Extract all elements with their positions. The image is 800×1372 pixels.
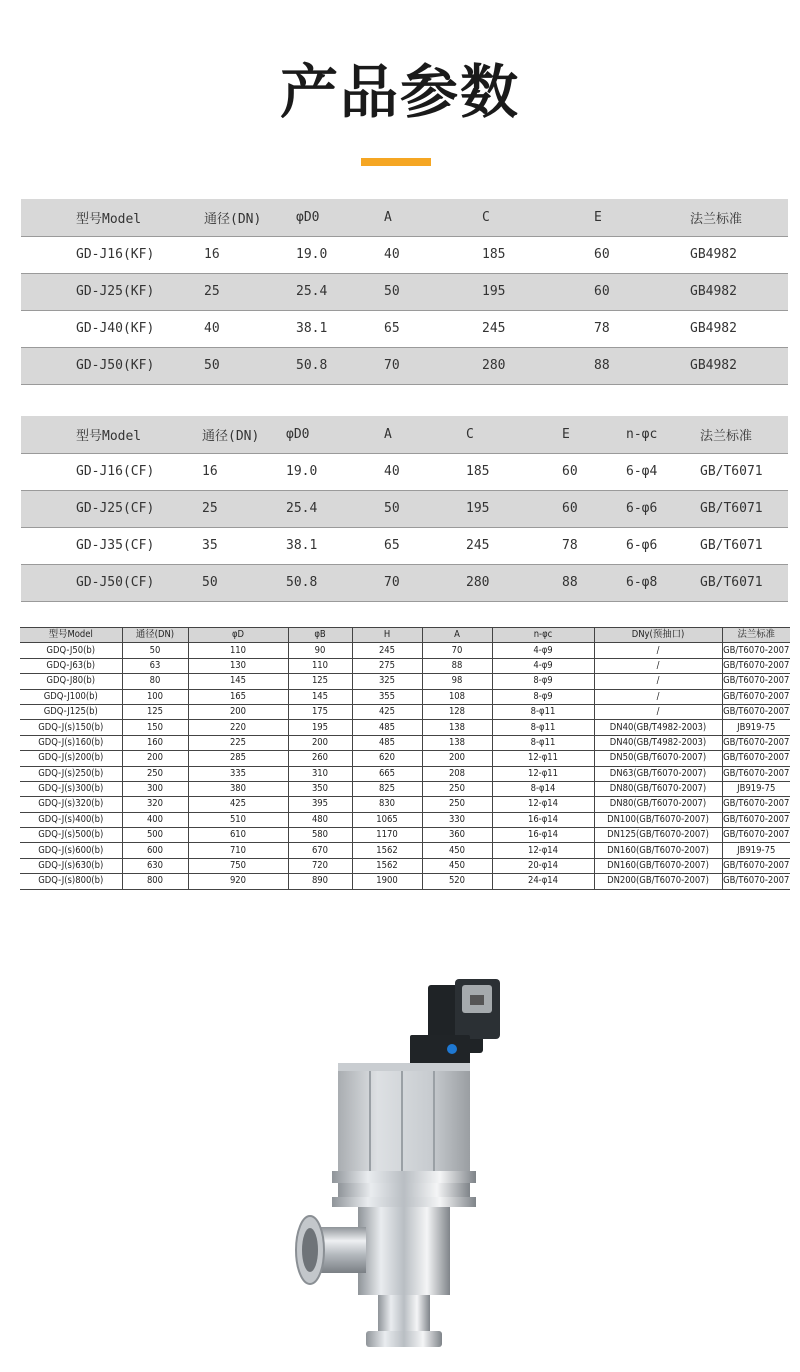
table-cell: 70 — [422, 643, 492, 658]
table-cell: 245 — [466, 538, 490, 553]
table-cell: 100 — [122, 689, 188, 704]
table-header-cell: 法兰标准 — [682, 199, 788, 236]
table-row — [20, 735, 790, 750]
table-cell: 8-φ11 — [492, 735, 594, 750]
table-header-cell: 法兰标准 — [690, 416, 788, 453]
table-header-cell: 通径(DN) — [122, 628, 188, 643]
table-cell: GB/T6070-2007 — [722, 689, 790, 704]
table-cell: 110 — [288, 658, 352, 673]
table-cell: 4-φ9 — [492, 643, 594, 658]
table-header-cell: φD0 — [280, 199, 384, 236]
bottom-kf-flange — [366, 1331, 442, 1347]
table-cell: 160 — [122, 735, 188, 750]
table-cell: 20-φ14 — [492, 858, 594, 873]
table-row — [20, 766, 790, 781]
table-cell: 225 — [188, 735, 288, 750]
table-cell: 138 — [422, 720, 492, 735]
table-cell: GB/T6070-2007 — [722, 828, 790, 843]
table-cell: 90 — [288, 643, 352, 658]
table-row — [20, 828, 790, 843]
table-cell: GDQ-J125(b) — [20, 704, 122, 719]
table-cell: 50.8 — [266, 564, 362, 601]
table-cell: 50 — [176, 347, 280, 384]
table-cell: 330 — [422, 812, 492, 827]
table-row — [20, 781, 790, 796]
table-cell: GDQ-J(s)600(b) — [20, 843, 122, 858]
table-header-cell: n-φc — [492, 628, 594, 643]
table-cell: 400 — [122, 812, 188, 827]
table-cell: 60 — [594, 247, 610, 262]
table-cell: DN100(GB/T6070-2007) — [594, 812, 722, 827]
table-row — [21, 273, 788, 310]
table-cell: 60 — [578, 273, 682, 310]
table-cell: 6-φ6 — [626, 538, 658, 553]
table-header-cell: H — [352, 628, 422, 643]
table-cell: GD-J50(CF) — [21, 564, 176, 601]
table-row — [21, 310, 788, 347]
table-header-cell: n-φc — [614, 416, 690, 453]
table-cell: 88 — [422, 658, 492, 673]
table-cell: 125 — [288, 674, 352, 689]
table-cell: 4-φ9 — [492, 658, 594, 673]
table-cell: 50.8 — [280, 347, 384, 384]
table-cell: 220 — [188, 720, 288, 735]
table-cell: 825 — [352, 781, 422, 796]
table-row — [20, 797, 790, 812]
table-header-cell: 型号Model — [21, 199, 176, 236]
table-cell: 720 — [288, 858, 352, 873]
table-cell: 450 — [422, 843, 492, 858]
table-cell: 280 — [474, 347, 578, 384]
table-cell: 185 — [482, 247, 506, 262]
table-header-cell: φD — [188, 628, 288, 643]
table-header-row — [20, 628, 790, 643]
table-cell: 320 — [122, 797, 188, 812]
table-cell: 150 — [122, 720, 188, 735]
table-cell: 1170 — [352, 828, 422, 843]
table-cell: GB4982 — [682, 347, 788, 384]
table-row — [20, 689, 790, 704]
table-cell: 600 — [122, 843, 188, 858]
table-cell: 520 — [422, 874, 492, 889]
table-cell: DN160(GB/T6070-2007) — [594, 858, 722, 873]
table-cell: 208 — [422, 766, 492, 781]
table-cell: 8-φ9 — [492, 689, 594, 704]
table-row — [20, 858, 790, 873]
table-row — [21, 564, 788, 601]
table-cell: GDQ-J50(b) — [20, 643, 122, 658]
table-cell: GB/T6071 — [690, 490, 788, 527]
table-row — [21, 347, 788, 384]
table-cell: 80 — [122, 674, 188, 689]
table-cell: 250 — [422, 781, 492, 796]
table-cell: 16 — [202, 464, 218, 479]
table-cell: 130 — [188, 658, 288, 673]
table-cell: 710 — [188, 843, 288, 858]
table-cell: 35 — [202, 538, 218, 553]
table-cell: 40 — [384, 247, 400, 262]
table-header-cell: φB — [288, 628, 352, 643]
table-header-cell: 通径(DN) — [176, 416, 266, 453]
table-cell: GB/T6070-2007 — [722, 766, 790, 781]
table-cell: 145 — [288, 689, 352, 704]
table-cell: 128 — [422, 704, 492, 719]
table-cell: 50 — [176, 564, 266, 601]
table-cell: 350 — [288, 781, 352, 796]
table-cell: DN80(GB/T6070-2007) — [594, 797, 722, 812]
table-row — [21, 236, 788, 273]
table-row — [20, 658, 790, 673]
table-cell: 245 — [352, 643, 422, 658]
valve-body — [358, 1207, 450, 1295]
table-cell: DN160(GB/T6070-2007) — [594, 843, 722, 858]
table-cell: 19.0 — [286, 464, 318, 479]
table-cell: 88 — [522, 564, 614, 601]
table-cell: 50 — [384, 273, 474, 310]
table-cell: 300 — [122, 781, 188, 796]
table-cell: GDQ-J(s)160(b) — [20, 735, 122, 750]
table-cell: GD-J16(KF) — [76, 247, 155, 262]
table-header-cell: C — [474, 199, 578, 236]
table-cell: 145 — [188, 674, 288, 689]
table-row — [20, 843, 790, 858]
table-cell: DN125(GB/T6070-2007) — [594, 828, 722, 843]
table-cell: 8-φ11 — [492, 704, 594, 719]
table-cell: 88 — [578, 347, 682, 384]
table-cell: 185 — [466, 464, 490, 479]
table-cell: GDQ-J(s)300(b) — [20, 781, 122, 796]
table-header-cell: φD0 — [266, 416, 362, 453]
table-cell: 25.4 — [280, 273, 384, 310]
table-cell: 125 — [122, 704, 188, 719]
table-header-cell: 通径(DN) — [176, 199, 280, 236]
table-cell: GB/T6071 — [700, 464, 763, 479]
table-cell: 200 — [288, 735, 352, 750]
table-cell: DN50(GB/T6070-2007) — [594, 751, 722, 766]
table-cell: 620 — [352, 751, 422, 766]
table-cell: 500 — [122, 828, 188, 843]
table-cell: GB/T6070-2007 — [722, 858, 790, 873]
pneumatic-cylinder — [338, 1063, 470, 1173]
table-cell: 98 — [422, 674, 492, 689]
table-cell: 12-φ14 — [492, 843, 594, 858]
table-cell: 8-φ9 — [492, 674, 594, 689]
table-cell: GB4982 — [682, 273, 788, 310]
table-cell: 200 — [122, 751, 188, 766]
table-cell: GB/T6070-2007 — [722, 797, 790, 812]
table-header-cell: C — [442, 416, 522, 453]
table-cell: 110 — [188, 643, 288, 658]
table-cell: 800 — [122, 874, 188, 889]
table-cell: GDQ-J(s)400(b) — [20, 812, 122, 827]
table-cell: / — [594, 658, 722, 673]
table-cell: GDQ-J80(b) — [20, 674, 122, 689]
table-header-cell: E — [522, 416, 614, 453]
table-row — [20, 704, 790, 719]
table-header-cell: A — [362, 416, 442, 453]
table-cell: 8-φ14 — [492, 781, 594, 796]
table-cell: 108 — [422, 689, 492, 704]
table-cell: 60 — [522, 490, 614, 527]
table-cell: 450 — [422, 858, 492, 873]
table-cell: 360 — [422, 828, 492, 843]
table-cell: 63 — [122, 658, 188, 673]
table-cell: 19.0 — [296, 247, 328, 262]
table-cell: 670 — [288, 843, 352, 858]
table-cell: 70 — [362, 564, 442, 601]
table-row — [20, 720, 790, 735]
table-cell: 175 — [288, 704, 352, 719]
table-cell: / — [594, 643, 722, 658]
table-row — [20, 643, 790, 658]
table-cell: 78 — [562, 538, 578, 553]
table-cell: 610 — [188, 828, 288, 843]
table-cell: 12-φ11 — [492, 751, 594, 766]
angle-valve-product-image — [280, 965, 520, 1365]
table-cell: 195 — [288, 720, 352, 735]
table-header-cell: A — [384, 199, 474, 236]
table-cell: GD-J40(KF) — [76, 321, 155, 336]
table-cell: GB4982 — [690, 247, 737, 262]
table-cell: 16 — [204, 247, 220, 262]
table-cell: GB/T6070-2007 — [722, 643, 790, 658]
table-row — [21, 453, 788, 490]
table-row — [21, 527, 788, 564]
table-cell: 380 — [188, 781, 288, 796]
table-cell: 920 — [188, 874, 288, 889]
table-cell: GB/T6070-2007 — [722, 674, 790, 689]
table-cell: GDQ-J100(b) — [20, 689, 122, 704]
table-row — [21, 490, 788, 527]
table-cell: 890 — [288, 874, 352, 889]
table-cell: 480 — [288, 812, 352, 827]
table-cell: GB/T6070-2007 — [722, 658, 790, 673]
status-indicator — [447, 1044, 457, 1054]
table-cell: / — [594, 674, 722, 689]
table-cell: 8-φ11 — [492, 720, 594, 735]
table-cell: 485 — [352, 720, 422, 735]
table-cell: 165 — [188, 689, 288, 704]
table-cell: 70 — [384, 347, 474, 384]
table-cell: 65 — [384, 538, 400, 553]
table-cell: 12-φ11 — [492, 766, 594, 781]
table-cell: GB/T6070-2007 — [722, 735, 790, 750]
table-cell: 355 — [352, 689, 422, 704]
table-cell: 510 — [188, 812, 288, 827]
table-header-cell: 型号Model — [21, 416, 176, 453]
table-cell: 40 — [204, 321, 220, 336]
table-cell: / — [594, 704, 722, 719]
table-cell: 1562 — [352, 843, 422, 858]
table-cell: JB919-75 — [722, 843, 790, 858]
table-header-row — [21, 199, 788, 236]
table-cell: JB919-75 — [722, 720, 790, 735]
table-cell: 280 — [442, 564, 522, 601]
table-cell: 50 — [362, 490, 442, 527]
table-row — [20, 812, 790, 827]
table-cell: GDQ-J(s)150(b) — [20, 720, 122, 735]
table-cell: GB/T6071 — [700, 538, 763, 553]
table-cell: 16-φ14 — [492, 812, 594, 827]
table-cell: 25 — [176, 273, 280, 310]
table-cell: 78 — [594, 321, 610, 336]
cf-spec-table — [21, 416, 788, 602]
table-cell: GB/T6071 — [690, 564, 788, 601]
table-cell: 6-φ6 — [614, 490, 690, 527]
table-cell: 40 — [384, 464, 400, 479]
table-cell: JB919-75 — [722, 781, 790, 796]
table-cell: DN200(GB/T6070-2007) — [594, 874, 722, 889]
table-cell: GB/T6070-2007 — [722, 751, 790, 766]
kf-spec-table — [21, 199, 788, 385]
table-cell: DN63(GB/T6070-2007) — [594, 766, 722, 781]
table-cell: GDQ-J(s)200(b) — [20, 751, 122, 766]
table-header-row — [21, 416, 788, 453]
table-cell: 200 — [422, 751, 492, 766]
table-cell: GD-J25(CF) — [21, 490, 176, 527]
table-cell: 275 — [352, 658, 422, 673]
table-cell: GB/T6070-2007 — [722, 812, 790, 827]
table-cell: 25 — [176, 490, 266, 527]
table-cell: 395 — [288, 797, 352, 812]
table-cell: 485 — [352, 735, 422, 750]
table-cell: DN40(GB/T4982-2003) — [594, 735, 722, 750]
table-cell: / — [594, 689, 722, 704]
table-cell: 38.1 — [286, 538, 318, 553]
table-cell: 138 — [422, 735, 492, 750]
table-cell: 16-φ14 — [492, 828, 594, 843]
table-row — [20, 874, 790, 889]
table-cell: GDQ-J(s)320(b) — [20, 797, 122, 812]
table-cell: 1900 — [352, 874, 422, 889]
table-cell: 195 — [474, 273, 578, 310]
table-row — [20, 751, 790, 766]
page-title: 产品参数 — [279, 58, 520, 126]
table-cell: GD-J35(CF) — [76, 538, 155, 553]
table-cell: 665 — [352, 766, 422, 781]
table-cell: GDQ-J(s)500(b) — [20, 828, 122, 843]
table-header-cell: 型号Model — [20, 628, 122, 643]
table-header-cell: E — [578, 199, 682, 236]
title-accent-bar — [361, 158, 431, 166]
table-cell: 250 — [422, 797, 492, 812]
table-cell: 195 — [442, 490, 522, 527]
table-cell: DN40(GB/T4982-2003) — [594, 720, 722, 735]
table-cell: 830 — [352, 797, 422, 812]
table-cell: 630 — [122, 858, 188, 873]
table-cell: 1562 — [352, 858, 422, 873]
table-cell: 580 — [288, 828, 352, 843]
table-header-cell: 法兰标准 — [722, 628, 790, 643]
table-cell: 425 — [188, 797, 288, 812]
table-cell: 200 — [188, 704, 288, 719]
table-cell: 6-φ4 — [626, 464, 658, 479]
table-cell: 245 — [482, 321, 506, 336]
table-cell: GD-J25(KF) — [21, 273, 176, 310]
table-cell: 310 — [288, 766, 352, 781]
table-cell: 24-φ14 — [492, 874, 594, 889]
table-cell: 12-φ14 — [492, 797, 594, 812]
table-cell: 50 — [122, 643, 188, 658]
table-cell: 335 — [188, 766, 288, 781]
table-header-cell: DNy(预抽口) — [594, 628, 722, 643]
table-cell: 6-φ8 — [614, 564, 690, 601]
table-cell: 1065 — [352, 812, 422, 827]
table-cell: 65 — [384, 321, 400, 336]
table-cell: 425 — [352, 704, 422, 719]
table-cell: 260 — [288, 751, 352, 766]
table-cell: GDQ-J63(b) — [20, 658, 122, 673]
table-cell: GDQ-J(s)630(b) — [20, 858, 122, 873]
table-cell: 325 — [352, 674, 422, 689]
table-cell: GD-J16(CF) — [76, 464, 155, 479]
table-cell: GB/T6070-2007 — [722, 704, 790, 719]
table-cell: 285 — [188, 751, 288, 766]
table-cell: GD-J50(KF) — [21, 347, 176, 384]
table-cell: GB4982 — [690, 321, 737, 336]
table-row — [20, 674, 790, 689]
table-cell: 25.4 — [266, 490, 362, 527]
table-cell: GDQ-J(s)250(b) — [20, 766, 122, 781]
gdq-spec-table — [20, 627, 790, 890]
table-cell: GB/T6070-2007 — [722, 874, 790, 889]
table-header-cell: A — [422, 628, 492, 643]
table-cell: 38.1 — [296, 321, 328, 336]
table-cell: 250 — [122, 766, 188, 781]
table-cell: GDQ-J(s)800(b) — [20, 874, 122, 889]
table-cell: DN80(GB/T6070-2007) — [594, 781, 722, 796]
table-cell: 60 — [562, 464, 578, 479]
table-cell: 750 — [188, 858, 288, 873]
